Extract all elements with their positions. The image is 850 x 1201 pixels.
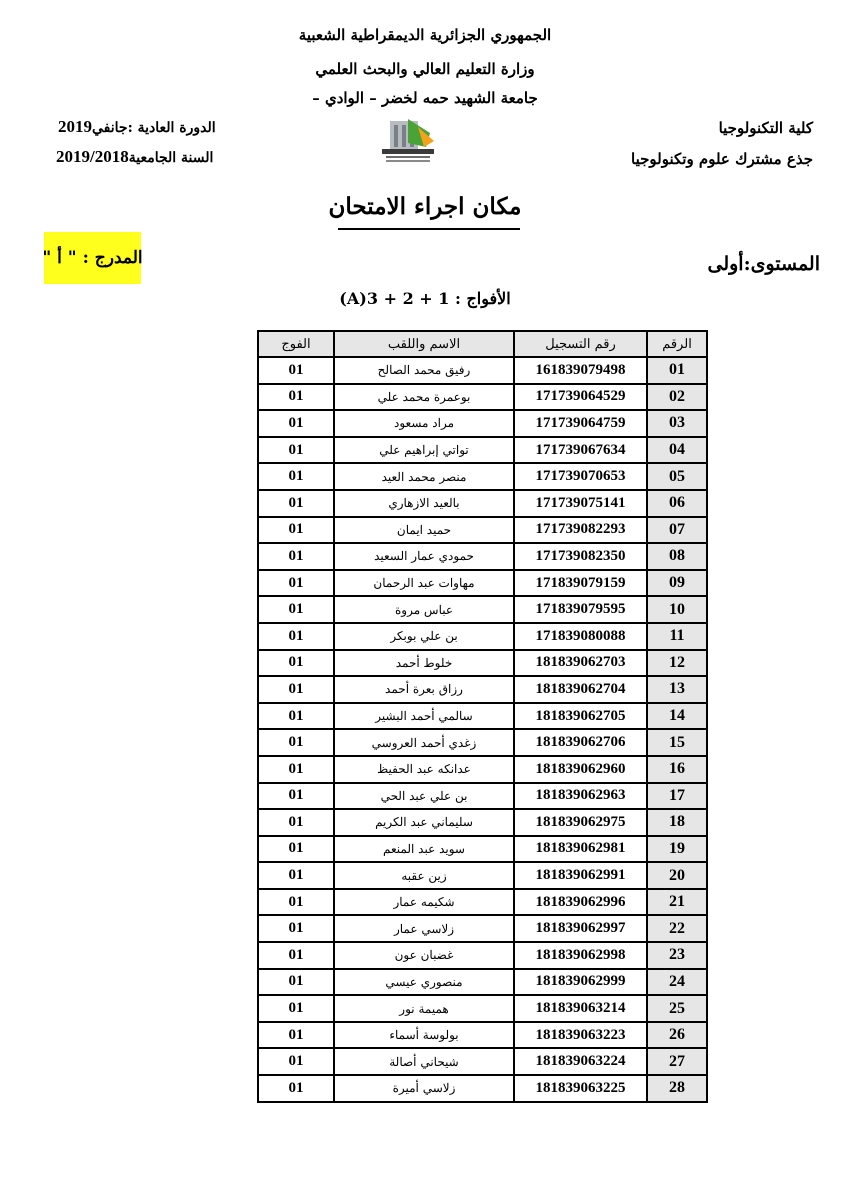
registration-number: 171739067634 (514, 437, 647, 464)
student-name: غضبان عون (334, 942, 514, 969)
registration-number: 181839063214 (514, 995, 647, 1022)
department-name: جذع مشترك علوم وتكنولوجيا (631, 150, 813, 168)
row-number: 18 (647, 809, 707, 836)
table-row (258, 357, 707, 384)
row-number: 26 (647, 1022, 707, 1049)
registration-number: 171839079159 (514, 570, 647, 597)
group-number: 01 (258, 596, 334, 623)
row-number: 05 (647, 463, 707, 490)
table-row (258, 783, 707, 810)
row-number: 12 (647, 650, 707, 677)
student-name: زغدي أحمد العروسي (334, 729, 514, 756)
table-row (258, 889, 707, 916)
academic-year (56, 147, 213, 167)
student-name: عدانكه عبد الحفيظ (334, 756, 514, 783)
row-number: 13 (647, 676, 707, 703)
student-name: منصر محمد العيد (334, 463, 514, 490)
page-title: مكان اجراء الامتحان (328, 193, 522, 220)
student-name: بالعيد الازهاري (334, 490, 514, 517)
table-row (258, 410, 707, 437)
group-number: 01 (258, 570, 334, 597)
group-number: 01 (258, 862, 334, 889)
table-row (258, 650, 707, 677)
header-reg: رقم التسجيل (514, 331, 647, 357)
student-name: مهاوات عبد الرحمان (334, 570, 514, 597)
student-name: زين عقبه (334, 862, 514, 889)
row-number: 17 (647, 783, 707, 810)
student-name: بن علي بوبكر (334, 623, 514, 650)
title-underline (338, 228, 520, 230)
header-line-ministry: وزارة التعليم العالي والبحث العلمي (315, 60, 535, 78)
row-number: 21 (647, 889, 707, 916)
table-row (258, 384, 707, 411)
student-name: زلاسي أميرة (334, 1075, 514, 1102)
group-number: 01 (258, 889, 334, 916)
student-name: عباس مروة (334, 596, 514, 623)
registration-number: 171839079595 (514, 596, 647, 623)
student-name: بن علي عبد الحي (334, 783, 514, 810)
group-number: 01 (258, 623, 334, 650)
row-number: 23 (647, 942, 707, 969)
table-row (258, 543, 707, 570)
table-row (258, 1022, 707, 1049)
student-name: منصوري عيسي (334, 969, 514, 996)
registration-number: 181839062975 (514, 809, 647, 836)
student-name: سليماني عبد الكريم (334, 809, 514, 836)
table-row (258, 1048, 707, 1075)
registration-number: 181839062960 (514, 756, 647, 783)
group-number: 01 (258, 1048, 334, 1075)
header-num: الرقم (647, 331, 707, 357)
group-number: 01 (258, 809, 334, 836)
session-year: 2019 (58, 117, 92, 136)
group-number: 01 (258, 463, 334, 490)
group-number: 01 (258, 676, 334, 703)
row-number: 19 (647, 836, 707, 863)
student-name: تواتي إبراهيم علي (334, 437, 514, 464)
registration-number: 181839062704 (514, 676, 647, 703)
registration-number: 181839062963 (514, 783, 647, 810)
registration-number: 171839080088 (514, 623, 647, 650)
group-number: 01 (258, 650, 334, 677)
row-number: 25 (647, 995, 707, 1022)
registration-number: 181839062981 (514, 836, 647, 863)
row-number: 14 (647, 703, 707, 730)
table-row (258, 942, 707, 969)
group-number: 01 (258, 836, 334, 863)
header-group: الفوج (258, 331, 334, 357)
student-name: مراد مسعود (334, 410, 514, 437)
group-number: 01 (258, 384, 334, 411)
student-name: رفيق محمد الصالح (334, 357, 514, 384)
group-number: 01 (258, 915, 334, 942)
group-number: 01 (258, 995, 334, 1022)
registration-number: 171739082350 (514, 543, 647, 570)
row-number: 01 (647, 357, 707, 384)
registration-number: 171739075141 (514, 490, 647, 517)
group-number: 01 (258, 410, 334, 437)
group-number: 01 (258, 437, 334, 464)
table-row (258, 570, 707, 597)
group-number: 01 (258, 490, 334, 517)
table-row (258, 490, 707, 517)
student-name: بولوسة أسماء (334, 1022, 514, 1049)
group-number: 01 (258, 969, 334, 996)
registration-number: 181839062706 (514, 729, 647, 756)
row-number: 22 (647, 915, 707, 942)
table-row (258, 995, 707, 1022)
registration-number: 171739070653 (514, 463, 647, 490)
table-row (258, 596, 707, 623)
group-number: 01 (258, 517, 334, 544)
table-row (258, 517, 707, 544)
header-line-republic: الجمهوري الجزائرية الديمقراطية الشعبية (298, 26, 552, 44)
row-number: 06 (647, 490, 707, 517)
table-row (258, 756, 707, 783)
group-number: 01 (258, 729, 334, 756)
header-name: الاسم واللقب (334, 331, 514, 357)
group-number: 01 (258, 703, 334, 730)
registration-number: 181839062996 (514, 889, 647, 916)
registration-number: 181839062703 (514, 650, 647, 677)
group-number: 01 (258, 1022, 334, 1049)
row-number: 08 (647, 543, 707, 570)
registration-number: 181839062705 (514, 703, 647, 730)
group-number: 01 (258, 756, 334, 783)
session-label: الدورة العادية :جانفي (92, 120, 216, 136)
row-number: 24 (647, 969, 707, 996)
registration-number: 181839062991 (514, 862, 647, 889)
registration-number: 171739064759 (514, 410, 647, 437)
table-row (258, 623, 707, 650)
table-row (258, 836, 707, 863)
row-number: 11 (647, 623, 707, 650)
group-number: 01 (258, 357, 334, 384)
groups-label: الأفواج : 1 + 2 + 3(A) (339, 289, 511, 308)
level-label: المستوى:أولى (707, 253, 820, 275)
university-logo-icon (378, 117, 438, 167)
registration-number: 161839079498 (514, 357, 647, 384)
group-number: 01 (258, 1075, 334, 1102)
student-name: شكيمه عمار (334, 889, 514, 916)
registration-number: 181839062997 (514, 915, 647, 942)
table-row (258, 437, 707, 464)
group-number: 01 (258, 543, 334, 570)
row-number: 20 (647, 862, 707, 889)
roster-table (257, 330, 708, 1103)
group-number: 01 (258, 942, 334, 969)
row-number: 16 (647, 756, 707, 783)
student-name: حمودي عمار السعيد (334, 543, 514, 570)
academic-year-label: السنة الجامعية (128, 150, 214, 166)
row-number: 02 (647, 384, 707, 411)
row-number: 27 (647, 1048, 707, 1075)
academic-year-value: 2019/2018 (56, 147, 129, 166)
table-row (258, 915, 707, 942)
student-name: حميد ايمان (334, 517, 514, 544)
table-row (258, 969, 707, 996)
student-name: خلوط أحمد (334, 650, 514, 677)
table-row (258, 676, 707, 703)
row-number: 07 (647, 517, 707, 544)
hall-badge: المدرج : " أ " (44, 232, 141, 284)
student-name: زلاسي عمار (334, 915, 514, 942)
student-name: هميمة نور (334, 995, 514, 1022)
student-name: سويد عبد المنعم (334, 836, 514, 863)
row-number: 10 (647, 596, 707, 623)
table-row (258, 809, 707, 836)
row-number: 04 (647, 437, 707, 464)
table-header-row (258, 331, 707, 357)
student-name: شيحاني أصالة (334, 1048, 514, 1075)
student-name: بوعمرة محمد علي (334, 384, 514, 411)
registration-number: 171739082293 (514, 517, 647, 544)
registration-number: 181839063225 (514, 1075, 647, 1102)
table-row (258, 463, 707, 490)
table-row (258, 1075, 707, 1102)
table-row (258, 703, 707, 730)
student-name: سالمي أحمد البشير (334, 703, 514, 730)
roster-body (258, 357, 707, 1102)
registration-number: 171739064529 (514, 384, 647, 411)
row-number: 15 (647, 729, 707, 756)
registration-number: 181839062998 (514, 942, 647, 969)
row-number: 09 (647, 570, 707, 597)
faculty-name: كلية التكنولوجيا (718, 119, 813, 137)
registration-number: 181839063223 (514, 1022, 647, 1049)
table-row (258, 729, 707, 756)
student-name: رزاق بعرة أحمد (334, 676, 514, 703)
table-row (258, 862, 707, 889)
group-number: 01 (258, 783, 334, 810)
session-info (58, 117, 216, 137)
registration-number: 181839063224 (514, 1048, 647, 1075)
row-number: 28 (647, 1075, 707, 1102)
registration-number: 181839062999 (514, 969, 647, 996)
header-line-university: جامعة الشهيد حمه لخضر – الوادي – (312, 89, 538, 107)
row-number: 03 (647, 410, 707, 437)
